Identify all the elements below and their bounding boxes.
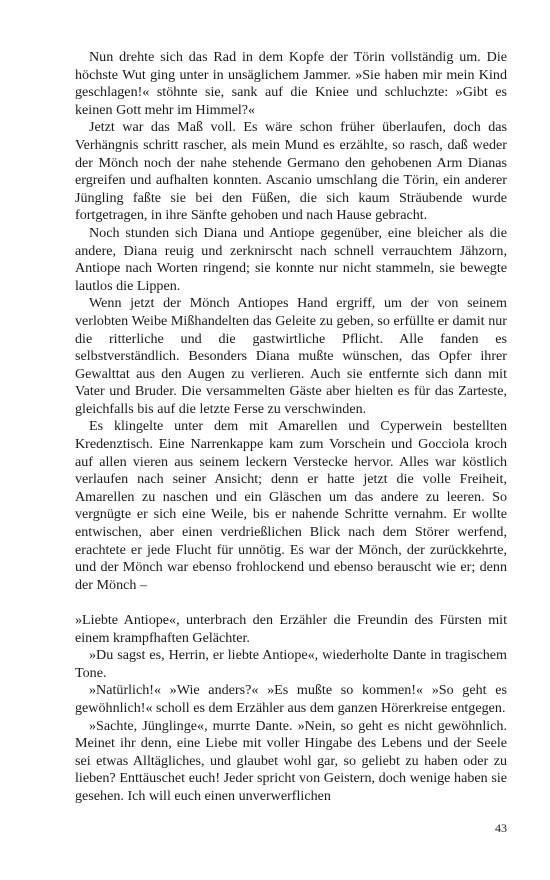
paragraph: Noch stunden sich Diana und Antiope gegenüber, eine bleicher als die andere, Diana reuig und zerknirscht nach schnell verrauchtem Jähzorn, Antiope nach Worten ringend; sie konnte nur nicht stammeln, sie bewegte lautlos die Lippen.	[75, 224, 507, 294]
page-number: 43	[495, 821, 507, 835]
paragraph: »Natürlich!« »Wie anders?« »Es mußte so kommen!« »So geht es gewöhnlich!« scholl es dem Erzähler aus dem ganzen Hörerkreise entgegen.	[75, 682, 507, 716]
paragraph: Wenn jetzt der Mönch Antiopes Hand ergriff, um der von seinem verlobten Weibe Mißhandelten das Geleite zu geben, so erfüllte er damit nur die ritterliche und die gastwirtliche Pflicht. Alle fanden es selbstverständlich. Besonders Diana mußte wünschen, das Opfer ihrer Gewalttat aus den Augen zu verlieren. Auch sie entfernte sich dann mit Vater und Bruder. Die versammelten Gäste aber hielten es für das Zarteste, gleichfalls bis auf die letzte Ferse zu verschwinden.	[75, 295, 507, 417]
body-text	[75, 49, 507, 806]
paragraph: Jetzt war das Maß voll. Es wäre schon früher überlaufen, doch das Verhängnis schritt rascher, als mein Mund es erzählte, so rasch, daß weder der Mönch noch der nahe stehende Germano den gehobenen Arm Dianas ergreifen und aufhalten konnten. Ascanio umschlang die Törin, ein anderer Jüngling faßte sie bei den Füßen, die sich kaum Sträubende wurde fortgetragen, in ihre Sänfte gehoben und nach Hause gebracht.	[75, 119, 507, 224]
paragraph: Es klingelte unter dem mit Amarellen und Cyperwein bestellten Kredenztisch. Eine Narrenkappe kam zum Vorschein und Gocciola kroch auf allen vieren aus seinem leckern Verstecke hervor. Alles war köstlich verlaufen nach seiner Ansicht; denn er hatte jetzt die volle Freiheit, Amarellen zu naschen und ein Gläschen um das andere zu leeren. So vergnügte er sich eine Weile, bis er nahende Schritte vernahm. Er wollte entwischen, aber einen verdrießlichen Blick nach dem Störer werfend, erachtete er jede Flucht für unnötig. Es war der Mönch, der zurückkehrte, und der Mönch war ebenso frohlockend und ebenso berauscht wie er; denn der Mönch –	[75, 418, 507, 593]
paragraph: »Du sagst es, Herrin, er liebte Antiope«, wiederholte Dante in tragischem Tone.	[75, 647, 507, 681]
paragraph: »Sachte, Jünglinge«, murrte Dante. »Nein, so geht es nicht gewöhnlich. Meinet ihr denn, eine Liebe mit voller Hingabe des Lebens und der Seele sei etwas Alltägliches, und glaubet wohl gar, so geliebt zu haben oder zu lieben? Enttäuschet euch! Jeder spricht von Geistern, doch wenige haben sie gesehen. Ich will euch einen unverwerflichen	[75, 717, 507, 804]
paragraph: Nun drehte sich das Rad in dem Kopfe der Törin vollständig um. Die höchste Wut ging unter in unsäglichem Jammer. »Sie haben mir mein Kind geschlagen!« stöhnte sie, sank auf die Kniee und schluchzte: »Gibt es keinen Gott mehr im Himmel?«	[75, 49, 507, 118]
paragraph: »Liebte Antiope«, unterbrach den Erzähler die Freundin des Fürsten mit einem krampfhaften Gelächter.	[75, 612, 507, 646]
